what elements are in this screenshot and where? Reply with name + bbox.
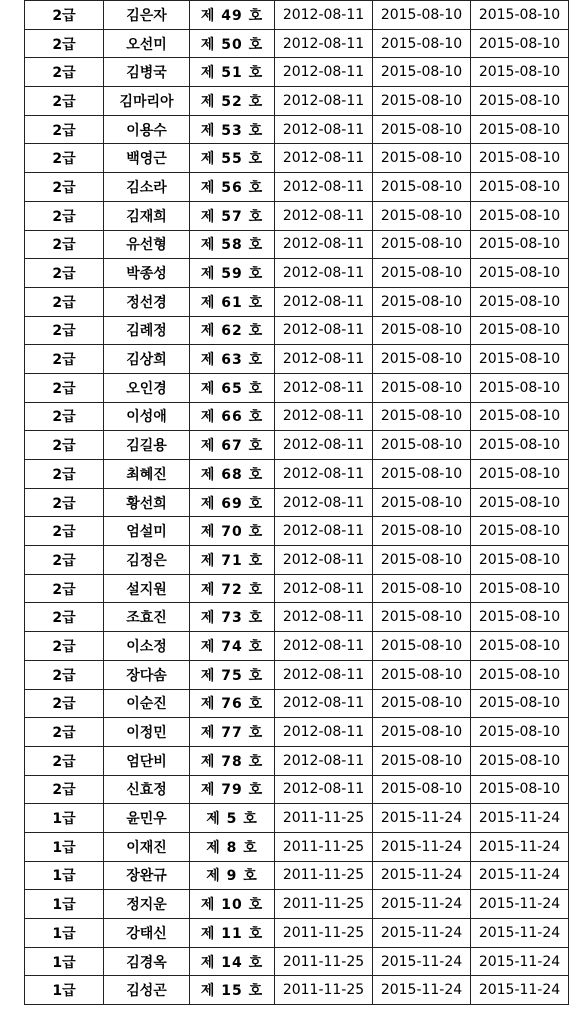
expiry-date-cell: 2015-08-10 — [373, 345, 471, 374]
table-row — [25, 804, 569, 833]
issue-date-cell: 2012-08-11 — [275, 603, 373, 632]
expiry-date-cell: 2015-08-10 — [373, 431, 471, 460]
cert-number-cell: 제 51 호 — [190, 58, 275, 87]
name-cell: 조효진 — [104, 603, 190, 632]
name-cell: 김재희 — [104, 201, 190, 230]
expiry-date-cell: 2015-08-10 — [373, 632, 471, 661]
name-cell: 백영근 — [104, 144, 190, 173]
renewal-date-cell: 2015-08-10 — [471, 287, 569, 316]
cert-number-cell: 제 67 호 — [190, 431, 275, 460]
issue-date-cell: 2012-08-11 — [275, 115, 373, 144]
issue-date-cell: 2011-11-25 — [275, 947, 373, 976]
table-row — [25, 546, 569, 575]
renewal-date-cell: 2015-11-24 — [471, 919, 569, 948]
grade-cell: 2급 — [25, 345, 104, 374]
cert-number-cell: 제 50 호 — [190, 29, 275, 58]
grade-cell: 1급 — [25, 861, 104, 890]
cert-number-cell: 제 77 호 — [190, 718, 275, 747]
cert-number-cell: 제 79 호 — [190, 775, 275, 804]
name-cell: 김소라 — [104, 173, 190, 202]
renewal-date-cell: 2015-08-10 — [471, 259, 569, 288]
expiry-date-cell: 2015-08-10 — [373, 718, 471, 747]
grade-cell: 1급 — [25, 976, 104, 1005]
cert-number-cell: 제 74 호 — [190, 632, 275, 661]
renewal-date-cell: 2015-08-10 — [471, 1, 569, 30]
issue-date-cell: 2012-08-11 — [275, 173, 373, 202]
issue-date-cell: 2012-08-11 — [275, 546, 373, 575]
renewal-date-cell: 2015-08-10 — [471, 345, 569, 374]
cert-number-cell: 제 62 호 — [190, 316, 275, 345]
expiry-date-cell: 2015-11-24 — [373, 832, 471, 861]
issue-date-cell: 2011-11-25 — [275, 919, 373, 948]
expiry-date-cell: 2015-11-24 — [373, 976, 471, 1005]
cert-number-cell: 제 63 호 — [190, 345, 275, 374]
cert-number-cell: 제 9 호 — [190, 861, 275, 890]
name-cell: 김경옥 — [104, 947, 190, 976]
renewal-date-cell: 2015-08-10 — [471, 775, 569, 804]
grade-cell: 2급 — [25, 29, 104, 58]
issue-date-cell: 2012-08-11 — [275, 517, 373, 546]
grade-cell: 2급 — [25, 259, 104, 288]
issue-date-cell: 2012-08-11 — [275, 402, 373, 431]
issue-date-cell: 2011-11-25 — [275, 832, 373, 861]
expiry-date-cell: 2015-08-10 — [373, 603, 471, 632]
renewal-date-cell: 2015-08-10 — [471, 488, 569, 517]
name-cell: 유선형 — [104, 230, 190, 259]
cert-number-cell: 제 68 호 — [190, 460, 275, 489]
table-row — [25, 517, 569, 546]
name-cell: 오선미 — [104, 29, 190, 58]
name-cell: 이순진 — [104, 689, 190, 718]
table-row — [25, 58, 569, 87]
name-cell: 이재진 — [104, 832, 190, 861]
table-row — [25, 746, 569, 775]
renewal-date-cell: 2015-08-10 — [471, 29, 569, 58]
expiry-date-cell: 2015-11-24 — [373, 947, 471, 976]
expiry-date-cell: 2015-11-24 — [373, 861, 471, 890]
issue-date-cell: 2012-08-11 — [275, 345, 373, 374]
name-cell: 최혜진 — [104, 460, 190, 489]
name-cell: 엄단비 — [104, 746, 190, 775]
table-row — [25, 402, 569, 431]
name-cell: 이용수 — [104, 115, 190, 144]
name-cell: 윤민우 — [104, 804, 190, 833]
cert-number-cell: 제 61 호 — [190, 287, 275, 316]
renewal-date-cell: 2015-08-10 — [471, 460, 569, 489]
grade-cell: 2급 — [25, 287, 104, 316]
renewal-date-cell: 2015-08-10 — [471, 201, 569, 230]
expiry-date-cell: 2015-08-10 — [373, 316, 471, 345]
renewal-date-cell: 2015-08-10 — [471, 603, 569, 632]
renewal-date-cell: 2015-11-24 — [471, 861, 569, 890]
table-row — [25, 259, 569, 288]
table-row — [25, 201, 569, 230]
cert-number-cell: 제 11 호 — [190, 919, 275, 948]
expiry-date-cell: 2015-08-10 — [373, 287, 471, 316]
issue-date-cell: 2011-11-25 — [275, 861, 373, 890]
issue-date-cell: 2012-08-11 — [275, 144, 373, 173]
table-row — [25, 1, 569, 30]
cert-number-cell: 제 10 호 — [190, 890, 275, 919]
grade-cell: 2급 — [25, 517, 104, 546]
renewal-date-cell: 2015-08-10 — [471, 689, 569, 718]
table-row — [25, 460, 569, 489]
expiry-date-cell: 2015-08-10 — [373, 660, 471, 689]
name-cell: 김길용 — [104, 431, 190, 460]
renewal-date-cell: 2015-08-10 — [471, 431, 569, 460]
expiry-date-cell: 2015-08-10 — [373, 1, 471, 30]
issue-date-cell: 2012-08-11 — [275, 287, 373, 316]
table-row — [25, 345, 569, 374]
table-row — [25, 87, 569, 116]
renewal-date-cell: 2015-08-10 — [471, 230, 569, 259]
table-row — [25, 660, 569, 689]
expiry-date-cell: 2015-08-10 — [373, 115, 471, 144]
renewal-date-cell: 2015-08-10 — [471, 718, 569, 747]
renewal-date-cell: 2015-08-10 — [471, 746, 569, 775]
issue-date-cell: 2012-08-11 — [275, 201, 373, 230]
table-row — [25, 29, 569, 58]
expiry-date-cell: 2015-08-10 — [373, 29, 471, 58]
renewal-date-cell: 2015-11-24 — [471, 890, 569, 919]
table-row — [25, 431, 569, 460]
name-cell: 강태신 — [104, 919, 190, 948]
issue-date-cell: 2012-08-11 — [275, 718, 373, 747]
table-row — [25, 919, 569, 948]
grade-cell: 2급 — [25, 1, 104, 30]
name-cell: 이소정 — [104, 632, 190, 661]
expiry-date-cell: 2015-08-10 — [373, 488, 471, 517]
name-cell: 신효정 — [104, 775, 190, 804]
table-row — [25, 488, 569, 517]
issue-date-cell: 2012-08-11 — [275, 460, 373, 489]
renewal-date-cell: 2015-11-24 — [471, 804, 569, 833]
cert-number-cell: 제 8 호 — [190, 832, 275, 861]
grade-cell: 2급 — [25, 230, 104, 259]
cert-number-cell: 제 72 호 — [190, 574, 275, 603]
issue-date-cell: 2012-08-11 — [275, 488, 373, 517]
cert-number-cell: 제 15 호 — [190, 976, 275, 1005]
issue-date-cell: 2012-08-11 — [275, 316, 373, 345]
grade-cell: 2급 — [25, 173, 104, 202]
grade-cell: 1급 — [25, 919, 104, 948]
certificate-table-body — [25, 1, 569, 1005]
expiry-date-cell: 2015-08-10 — [373, 87, 471, 116]
issue-date-cell: 2012-08-11 — [275, 660, 373, 689]
expiry-date-cell: 2015-08-10 — [373, 574, 471, 603]
issue-date-cell: 2012-08-11 — [275, 29, 373, 58]
grade-cell: 2급 — [25, 373, 104, 402]
name-cell: 엄설미 — [104, 517, 190, 546]
issue-date-cell: 2012-08-11 — [275, 746, 373, 775]
table-row — [25, 603, 569, 632]
table-row — [25, 316, 569, 345]
name-cell: 김마리아 — [104, 87, 190, 116]
expiry-date-cell: 2015-11-24 — [373, 804, 471, 833]
expiry-date-cell: 2015-08-10 — [373, 259, 471, 288]
grade-cell: 2급 — [25, 144, 104, 173]
expiry-date-cell: 2015-08-10 — [373, 460, 471, 489]
grade-cell: 2급 — [25, 574, 104, 603]
table-row — [25, 574, 569, 603]
table-row — [25, 890, 569, 919]
cert-number-cell: 제 57 호 — [190, 201, 275, 230]
renewal-date-cell: 2015-08-10 — [471, 546, 569, 575]
expiry-date-cell: 2015-08-10 — [373, 546, 471, 575]
issue-date-cell: 2012-08-11 — [275, 632, 373, 661]
table-row — [25, 632, 569, 661]
table-row — [25, 947, 569, 976]
renewal-date-cell: 2015-08-10 — [471, 574, 569, 603]
renewal-date-cell: 2015-08-10 — [471, 660, 569, 689]
expiry-date-cell: 2015-08-10 — [373, 144, 471, 173]
issue-date-cell: 2011-11-25 — [275, 890, 373, 919]
name-cell: 정지운 — [104, 890, 190, 919]
cert-number-cell: 제 5 호 — [190, 804, 275, 833]
issue-date-cell: 2012-08-11 — [275, 230, 373, 259]
table-row — [25, 287, 569, 316]
issue-date-cell: 2012-08-11 — [275, 574, 373, 603]
cert-number-cell: 제 49 호 — [190, 1, 275, 30]
name-cell: 김상희 — [104, 345, 190, 374]
renewal-date-cell: 2015-08-10 — [471, 87, 569, 116]
expiry-date-cell: 2015-08-10 — [373, 173, 471, 202]
grade-cell: 1급 — [25, 832, 104, 861]
grade-cell: 2급 — [25, 460, 104, 489]
renewal-date-cell: 2015-11-24 — [471, 976, 569, 1005]
table-row — [25, 144, 569, 173]
cert-number-cell: 제 52 호 — [190, 87, 275, 116]
cert-number-cell: 제 73 호 — [190, 603, 275, 632]
cert-number-cell: 제 69 호 — [190, 488, 275, 517]
name-cell: 김정은 — [104, 546, 190, 575]
renewal-date-cell: 2015-08-10 — [471, 517, 569, 546]
expiry-date-cell: 2015-08-10 — [373, 201, 471, 230]
name-cell: 김성곤 — [104, 976, 190, 1005]
expiry-date-cell: 2015-08-10 — [373, 689, 471, 718]
cert-number-cell: 제 75 호 — [190, 660, 275, 689]
issue-date-cell: 2012-08-11 — [275, 689, 373, 718]
cert-number-cell: 제 76 호 — [190, 689, 275, 718]
renewal-date-cell: 2015-11-24 — [471, 832, 569, 861]
cert-number-cell: 제 55 호 — [190, 144, 275, 173]
grade-cell: 2급 — [25, 718, 104, 747]
table-row — [25, 373, 569, 402]
renewal-date-cell: 2015-08-10 — [471, 373, 569, 402]
grade-cell: 2급 — [25, 746, 104, 775]
table-row — [25, 718, 569, 747]
issue-date-cell: 2012-08-11 — [275, 87, 373, 116]
name-cell: 김병국 — [104, 58, 190, 87]
cert-number-cell: 제 70 호 — [190, 517, 275, 546]
name-cell: 이정민 — [104, 718, 190, 747]
renewal-date-cell: 2015-08-10 — [471, 58, 569, 87]
name-cell: 박종성 — [104, 259, 190, 288]
expiry-date-cell: 2015-11-24 — [373, 890, 471, 919]
cert-number-cell: 제 66 호 — [190, 402, 275, 431]
grade-cell: 2급 — [25, 689, 104, 718]
cert-number-cell: 제 71 호 — [190, 546, 275, 575]
grade-cell: 1급 — [25, 890, 104, 919]
renewal-date-cell: 2015-08-10 — [471, 316, 569, 345]
table-row — [25, 173, 569, 202]
grade-cell: 2급 — [25, 316, 104, 345]
grade-cell: 1급 — [25, 804, 104, 833]
cert-number-cell: 제 53 호 — [190, 115, 275, 144]
issue-date-cell: 2012-08-11 — [275, 1, 373, 30]
table-row — [25, 775, 569, 804]
name-cell: 정선경 — [104, 287, 190, 316]
issue-date-cell: 2011-11-25 — [275, 976, 373, 1005]
grade-cell: 2급 — [25, 431, 104, 460]
expiry-date-cell: 2015-08-10 — [373, 517, 471, 546]
cert-number-cell: 제 59 호 — [190, 259, 275, 288]
renewal-date-cell: 2015-08-10 — [471, 402, 569, 431]
renewal-date-cell: 2015-08-10 — [471, 632, 569, 661]
renewal-date-cell: 2015-08-10 — [471, 173, 569, 202]
expiry-date-cell: 2015-08-10 — [373, 373, 471, 402]
grade-cell: 2급 — [25, 402, 104, 431]
grade-cell: 1급 — [25, 947, 104, 976]
issue-date-cell: 2012-08-11 — [275, 431, 373, 460]
certificate-table — [24, 0, 569, 1005]
name-cell: 장다솜 — [104, 660, 190, 689]
grade-cell: 2급 — [25, 632, 104, 661]
table-row — [25, 976, 569, 1005]
grade-cell: 2급 — [25, 87, 104, 116]
issue-date-cell: 2012-08-11 — [275, 775, 373, 804]
issue-date-cell: 2011-11-25 — [275, 804, 373, 833]
issue-date-cell: 2012-08-11 — [275, 373, 373, 402]
expiry-date-cell: 2015-08-10 — [373, 746, 471, 775]
name-cell: 설지원 — [104, 574, 190, 603]
table-row — [25, 115, 569, 144]
grade-cell: 2급 — [25, 660, 104, 689]
cert-number-cell: 제 56 호 — [190, 173, 275, 202]
expiry-date-cell: 2015-11-24 — [373, 919, 471, 948]
cert-number-cell: 제 14 호 — [190, 947, 275, 976]
renewal-date-cell: 2015-08-10 — [471, 115, 569, 144]
name-cell: 김은자 — [104, 1, 190, 30]
grade-cell: 2급 — [25, 546, 104, 575]
grade-cell: 2급 — [25, 775, 104, 804]
renewal-date-cell: 2015-08-10 — [471, 144, 569, 173]
expiry-date-cell: 2015-08-10 — [373, 230, 471, 259]
cert-number-cell: 제 58 호 — [190, 230, 275, 259]
expiry-date-cell: 2015-08-10 — [373, 402, 471, 431]
table-row — [25, 832, 569, 861]
table-row — [25, 689, 569, 718]
grade-cell: 2급 — [25, 115, 104, 144]
grade-cell: 2급 — [25, 201, 104, 230]
name-cell: 김례정 — [104, 316, 190, 345]
name-cell: 장완규 — [104, 861, 190, 890]
table-row — [25, 230, 569, 259]
grade-cell: 2급 — [25, 58, 104, 87]
name-cell: 황선희 — [104, 488, 190, 517]
grade-cell: 2급 — [25, 603, 104, 632]
renewal-date-cell: 2015-11-24 — [471, 947, 569, 976]
expiry-date-cell: 2015-08-10 — [373, 775, 471, 804]
table-row — [25, 861, 569, 890]
cert-number-cell: 제 78 호 — [190, 746, 275, 775]
expiry-date-cell: 2015-08-10 — [373, 58, 471, 87]
name-cell: 이성애 — [104, 402, 190, 431]
issue-date-cell: 2012-08-11 — [275, 58, 373, 87]
grade-cell: 2급 — [25, 488, 104, 517]
cert-number-cell: 제 65 호 — [190, 373, 275, 402]
issue-date-cell: 2012-08-11 — [275, 259, 373, 288]
name-cell: 오인경 — [104, 373, 190, 402]
